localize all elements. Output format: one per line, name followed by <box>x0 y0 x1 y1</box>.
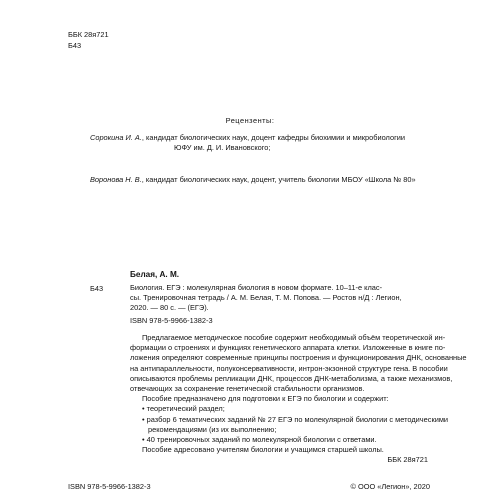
reviewer-description-cont: ЮФУ им. Д. И. Ивановского; <box>174 143 271 153</box>
isbn-record: ISBN 978-5-9966-1382-3 <box>130 316 213 325</box>
author-mark-top: Б43 <box>68 41 82 50</box>
author-heading: Белая, А. М. <box>130 270 180 279</box>
reviewer-name: Сорокина И. А. <box>90 133 142 142</box>
abstract-line: ложения определяют современные принципы построения и функционирования ДНК, основанные <box>130 353 467 363</box>
reviewer-description: , кандидат биологических наук, доцент, учитель биологии МБОУ «Школа № 80» <box>141 175 416 184</box>
reviewer-entry <box>90 175 425 185</box>
citation-line: 2020. — 80 с. — (ЕГЭ). <box>130 303 209 313</box>
abstract-line: отвечающих за сохранение генетической стабильности организмов. <box>130 384 365 394</box>
bbk-code-top: ББК 28я721 <box>68 30 109 39</box>
reviewer-description: , кандидат биологических наук, доцент кафедры биохимии и микробиологии <box>141 133 406 142</box>
abstract-line: Предлагаемое методическое пособие содержит необходимый объём теоретической ин- <box>142 333 446 342</box>
abstract-line: описываются проблемы репликации ДНК, процессов ДНК-метаболизма, а также механизмов, <box>130 373 453 383</box>
reviewers-heading: Рецензенты: <box>225 116 275 125</box>
abstract-intro: Пособие предназначено для подготовки к ЕГЭ по биологии и содержит: <box>142 394 389 404</box>
abstract-line: на антипараллельности, полуконсервативности, интрон-экзонной структуре гена. В пособии <box>130 363 448 373</box>
citation-line: сы. Тренировочная тетрадь / А. М. Белая, Т. М. Попова. — Ростов н/Д : Легион, <box>130 293 402 303</box>
top-classification-codes <box>68 29 109 51</box>
reviewer-entry <box>90 133 425 153</box>
abstract-bullet-cont: рекомендациями (из их выполнению; <box>148 424 277 434</box>
abstract-line: формации о строениях и функциях генетического аппарата клетки. Изложенные в книге по- <box>130 343 446 353</box>
abstract-closing: Пособие адресовано учителям биологии и учащимся старшей школы. <box>142 445 384 455</box>
abstract-block <box>130 333 467 455</box>
abstract-bullet: • 40 тренировочных заданий по молекулярной биологии с ответами. <box>142 435 377 445</box>
bibliographic-citation <box>130 283 430 314</box>
isbn-footer: ISBN 978-5-9966-1382-3 <box>68 482 151 491</box>
citation-line: Биология. ЕГЭ : молекулярная биология в новом формате. 10–11-е клас- <box>130 283 383 292</box>
abstract-bullet: • теоретический раздел; <box>142 404 225 414</box>
copyright-notice: © ООО «Легион», 2020 <box>350 482 430 491</box>
bbk-code-bottom: ББК 28я721 <box>387 455 428 464</box>
abstract-bullet: • разбор 6 тематических заданий № 27 ЕГЭ по молекулярной биологии с методическими <box>142 414 449 424</box>
author-mark-record: Б43 <box>90 284 104 293</box>
reviewer-name: Воронова Н. В. <box>90 175 142 184</box>
